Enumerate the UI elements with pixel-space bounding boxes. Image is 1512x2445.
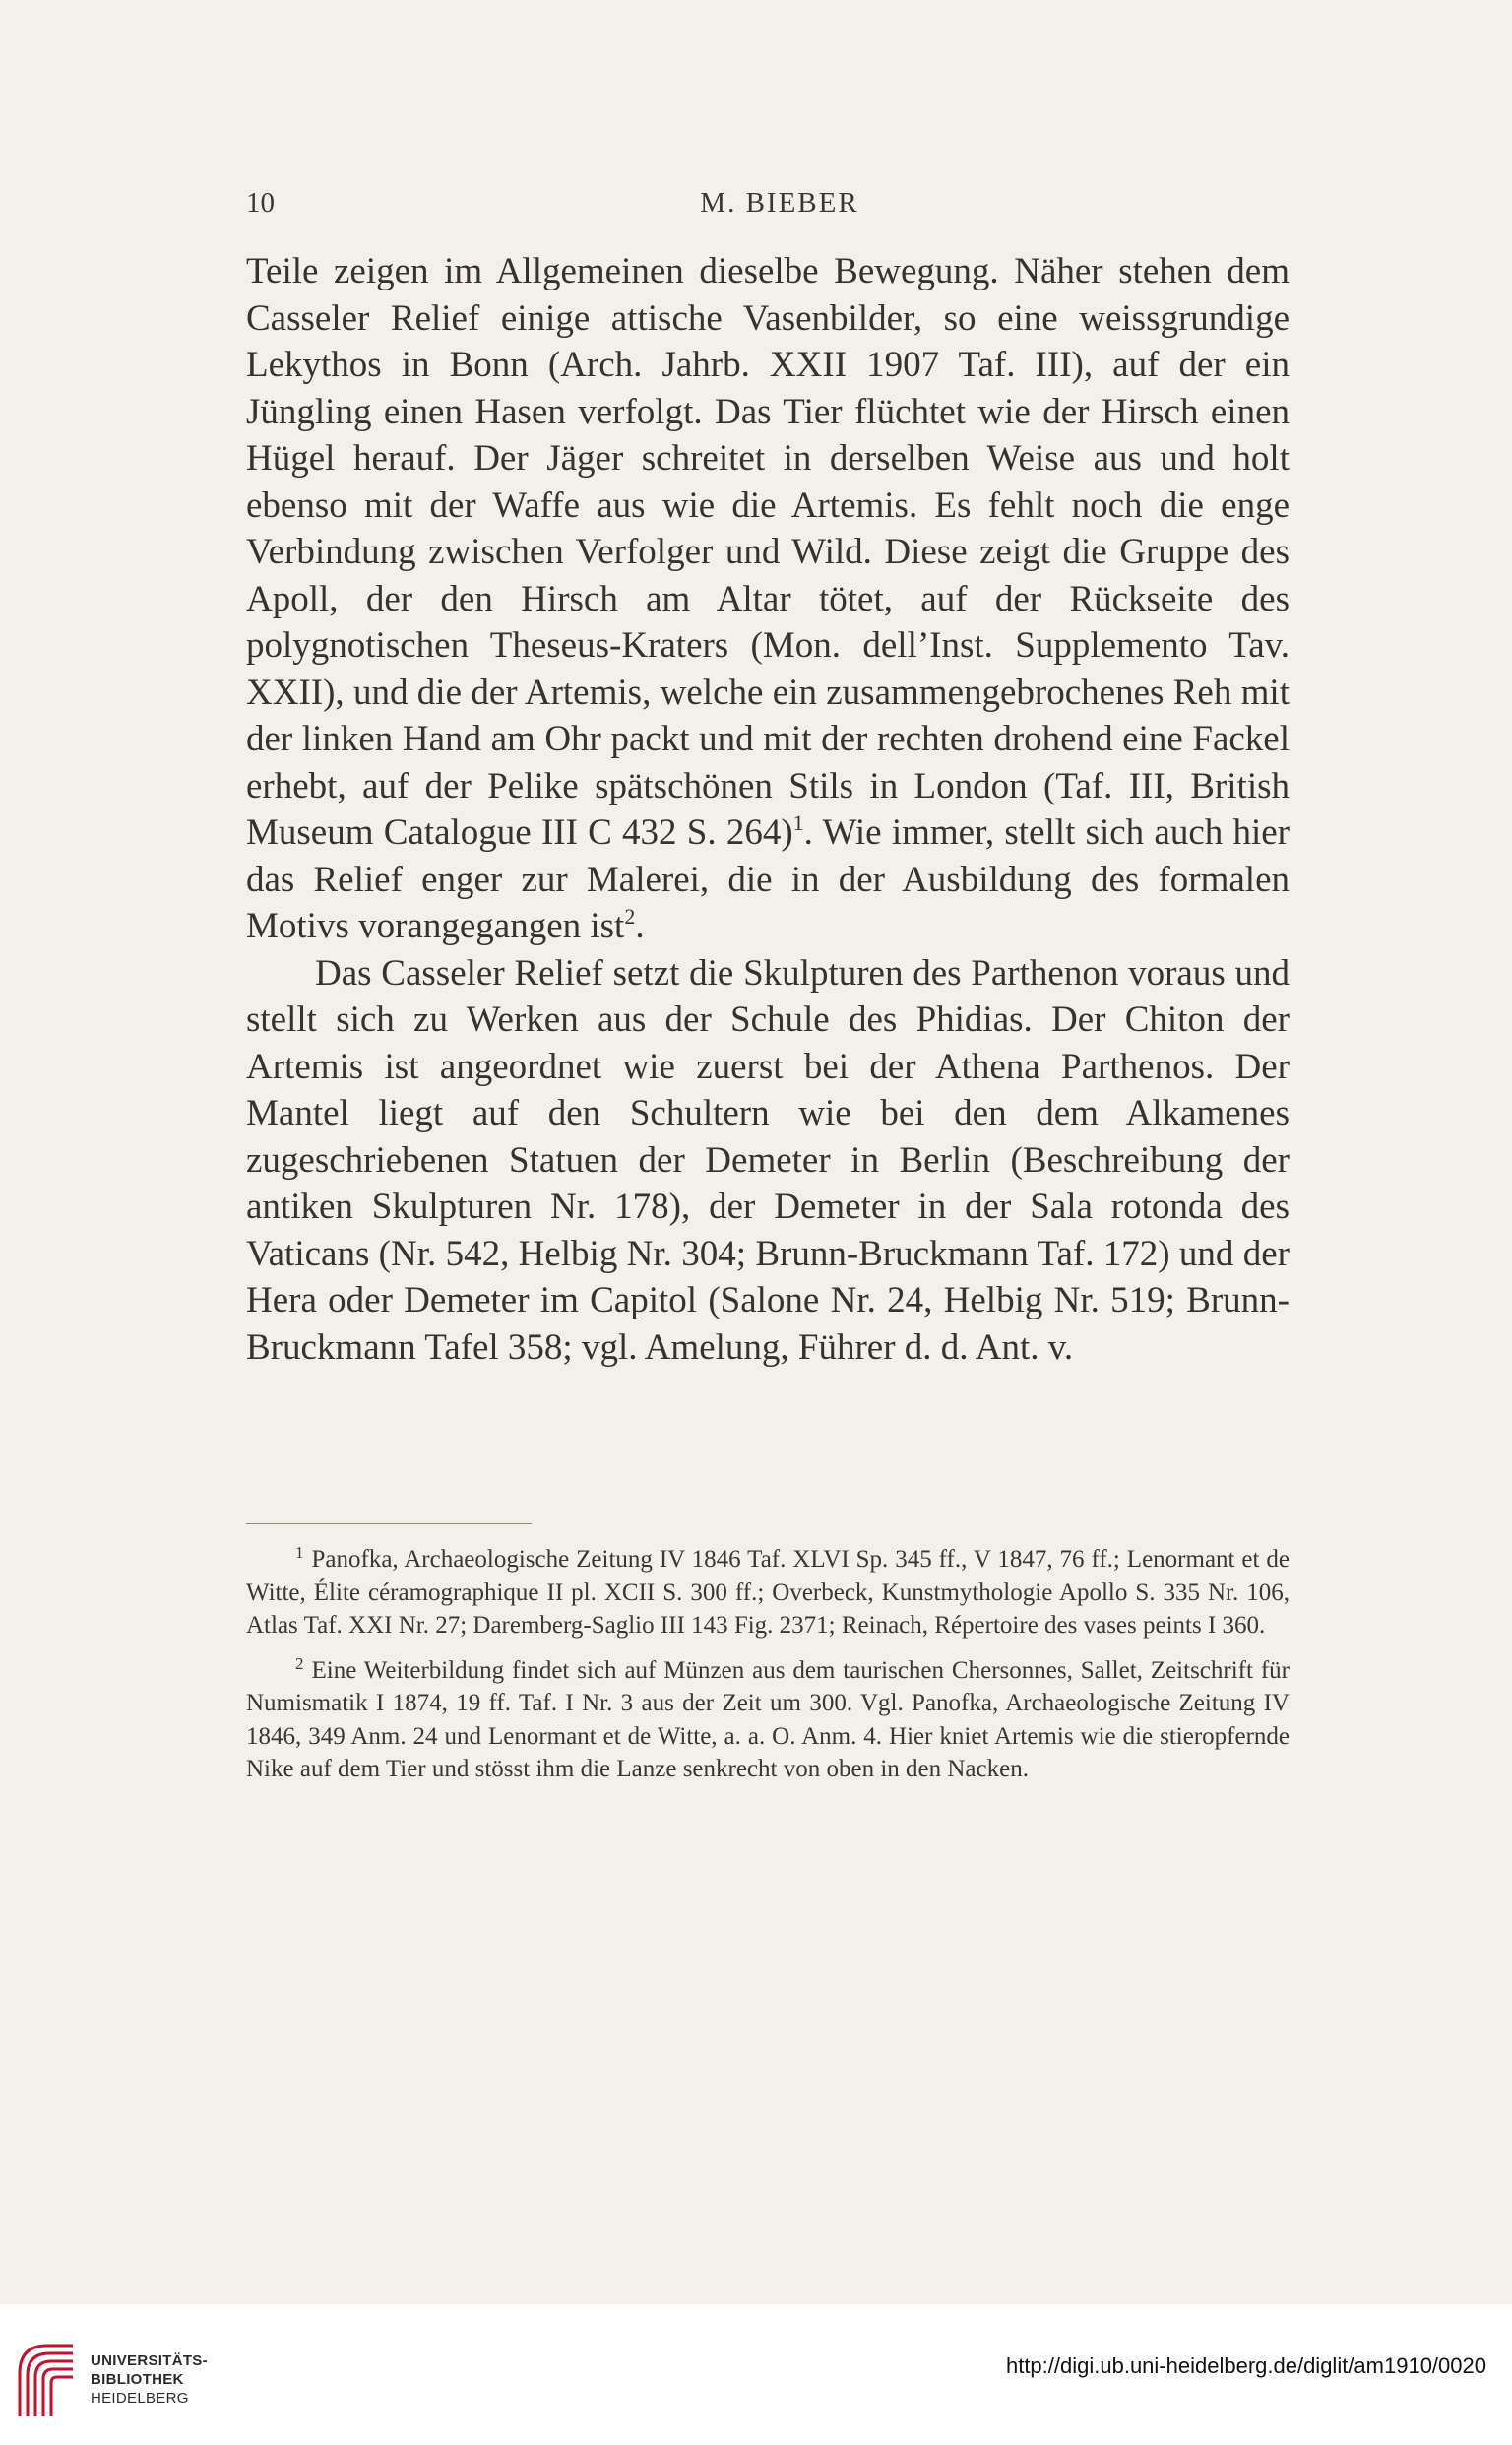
footnote-ref-1[interactable]: 1: [792, 810, 804, 835]
source-url-link[interactable]: http://digi.ub.uni-heidelberg.de/diglit/am1910/0020: [1005, 2353, 1486, 2378]
footnote-separator: [246, 1523, 532, 1524]
running-head: [246, 187, 1290, 226]
body-paragraph-2: Das Casseler Relief setzt die Skulpturen des Parthenon voraus und stellt sich zu Werken aus der Schule des Phidias. Der Chiton der Artemis ist angeordnet wie zuerst bei der Athena Parthenos. Der Mantel liegt auf den Schultern wie bei den dem Alkamenes zugeschriebenen Statuen der Demeter in Berlin (Beschreibung der antiken Skulpturen Nr. 178), der Demeter in der Sala rotonda des Vaticans (Nr. 542, Helbig Nr. 304; Brunn-Bruckmann Taf. 172) und der Hera oder Demeter im Capitol (Salone Nr. 24, Helbig Nr. 519; Brunn-Bruckmann Tafel 358; vgl. Amelung, Führer d. d. Ant. v.: [246, 952, 1290, 1368]
library-logo-icon: [14, 2340, 77, 2418]
running-head-author: M. BIEBER: [700, 187, 859, 219]
paragraph-1-text-c: .: [635, 906, 645, 946]
footnote-1-mark: 1: [295, 1543, 304, 1562]
library-name-line-3: HEIDELBERG: [91, 2390, 189, 2407]
footnote-ref-2[interactable]: 2: [624, 904, 636, 929]
body-text: [246, 248, 1290, 1371]
paragraph-1-text-b: . Wie immer, stellt sich auch hier das Relief enger zur Malerei, die in der Ausbildung des formalen Motivs vorangegangen ist: [246, 812, 1290, 946]
digitization-footer: [0, 2304, 1512, 2445]
library-name: [91, 2351, 208, 2408]
footnote-2: [246, 1654, 1290, 1786]
body-paragraph-1: [246, 248, 1290, 950]
library-name-line-1: UNIVERSITÄTS-: [91, 2352, 208, 2369]
footnote-2-text: Eine Weiterbildung findet sich auf Münzen aus dem taurischen Chersonnes, Sallet, Zeitschrift für Numismatik I 1874, 19 ff. Taf. I Nr. 3 aus der Zeit um 300. Vgl. Panofka, Archaeologische Zeitung IV 1846, 349 Anm. 24 und Lenormant et de Witte, a. a. O. Anm. 4. Hier kniet Artemis wie die stieropfernde Nike auf dem Tier und stösst ihm die Lanze senkrecht von oben in den Nacken.: [246, 1656, 1290, 1782]
page-number: 10: [246, 187, 275, 219]
footnotes: [246, 1543, 1290, 1786]
footnote-1-text: Panofka, Archaeologische Zeitung IV 1846 Taf. XLVI Sp. 345 ff., V 1847, 76 ff.; Lenormant et de Witte, Élite céramographique II pl. XCII S. 300 ff.; Overbeck, Kunstmythologie Apollo S. 335 Nr. 106, Atlas Taf. XXI Nr. 27; Daremberg-Saglio III 143 Fig. 2371; Reinach, Répertoire des vases peints I 360.: [246, 1546, 1290, 1639]
paragraph-1-text-a: Teile zeigen im Allgemeinen dieselbe Bewegung. Näher stehen dem Casseler Relief einige attische Vasenbilder, so eine weissgrundige Lekythos in Bonn (Arch. Jahrb. XXII 1907 Taf. III), auf der ein Jüngling einen Hasen verfolgt. Das Tier flüchtet wie der Hirsch einen Hügel herauf. Der Jäger schreitet in derselben Weise aus und holt ebenso mit der Waffe aus wie die Artemis. Es fehlt noch die enge Verbindung zwischen Verfolger und Wild. Diese zeigt die Gruppe des Apoll, der den Hirsch am Altar tötet, auf der Rückseite des polygnotischen Theseus-Kraters (Mon. dell’Inst. Supplemento Tav. XXII), und die der Artemis, welche ein zusammengebrochenes Reh mit der linken Hand am Ohr packt und mit der rechten drohend eine Fackel erhebt, auf der Pelike spätschönen Stils in London (Taf. III, British Museum Catalogue III C 432 S. 264): [246, 251, 1290, 853]
footnote-2-mark: 2: [295, 1653, 304, 1673]
footnote-1: [246, 1543, 1290, 1642]
library-name-line-2: BIBLIOTHEK: [91, 2371, 184, 2388]
